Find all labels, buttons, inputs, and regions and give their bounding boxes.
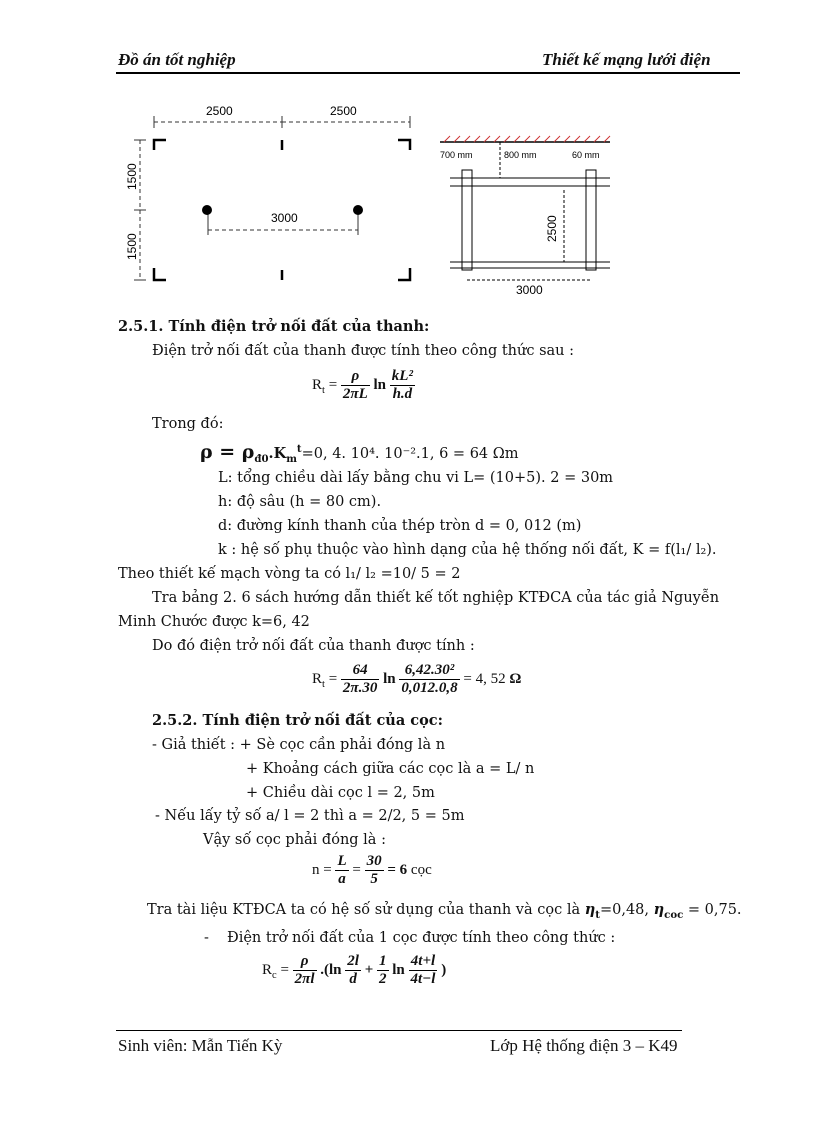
footer-class: Lớp Hệ thống điện 3 – K49 [490, 1036, 678, 1055]
header-rule [116, 72, 740, 74]
header-left: Đồ án tốt nghiệp [118, 50, 236, 69]
dim-top-1: 2500 [206, 104, 233, 118]
rc-intro: Điện trở nối đất của 1 cọc được tính theo công thức : [227, 930, 616, 946]
d-line: d: đường kính thanh của thép tròn d = 0, 012 (m) [218, 518, 582, 534]
dim-800: 800 mm [504, 150, 537, 160]
rod-dot-right [353, 205, 363, 215]
rho-line: $\rho = \rho_{đ0}.K_m^t=0$, 4. 10⁴. 10⁻².1, 6 = 64 Ωm [200, 441, 519, 465]
formula-rc: $R_c$ = $\frac{\rho}{2\pi l}$ .(ln $\frac{2l}{d}$ + $\frac{1}{2}$ ln $\frac{4t+l}{4t-l}$ ) [262, 953, 447, 987]
formula-n: n = $\frac{L}{a}$ = $\frac{30}{5}$ = 6 cọc [312, 853, 432, 887]
table-line-2: Minh Chước được k=6, 42 [118, 614, 310, 630]
design-line: Theo thiết kế mạch vòng ta có l₁/ l₂ =10/ 5 = 2 [118, 566, 461, 582]
where-label: Trong đó: [152, 416, 224, 432]
k-line: k : hệ số phụ thuộc vào hình dạng của hệ thống nối đất, K = f(l₁/ l₂). [218, 542, 717, 558]
thus-line: Do đó điện trở nối đất của thanh được tính : [152, 638, 475, 654]
dim-60: 60 mm [572, 150, 600, 160]
dim-bottom: 3000 [516, 283, 543, 297]
paragraph: Điện trở nối đất của thanh được tính theo công thức sau : [152, 343, 574, 359]
rod-section-figure [440, 130, 620, 300]
count-line: Vậy số cọc phải đóng là : [203, 832, 386, 848]
L-line: L: tổng chiều dài lấy bằng chu vi L= (10+5). 2 = 30m [218, 470, 614, 486]
rc-dash: - [204, 930, 209, 946]
dim-top-2: 2500 [330, 104, 357, 118]
dim-700: 700 mm [440, 150, 473, 160]
rod-dot-left [202, 205, 212, 215]
coef-line: Tra tài liệu KTĐCA ta có hệ số sử dụng của thanh và cọc là $\eta_t=0,48$, $\eta_{coc} = 0,75$. [147, 901, 742, 921]
assume-2: + Khoảng cách giữa các cọc là a = L/ n [246, 761, 535, 777]
footer-student: Sinh viên: Mẫn Tiến Kỳ [118, 1036, 283, 1055]
h-line: h: độ sâu (h = 80 cm). [218, 494, 382, 510]
section-title-1: 2.5.1. Tính điện trở nối đất của thanh: [118, 318, 430, 335]
assume-3: + Chiều dài cọc l = 2, 5m [246, 785, 435, 801]
dim-depth: 2500 [545, 215, 559, 242]
dim-left-1: 1500 [125, 163, 139, 190]
grounding-plan-figure [118, 100, 418, 295]
dim-left-2: 1500 [125, 233, 139, 260]
table-line-1: Tra bảng 2. 6 sách hướng dẫn thiết kế tốt nghiệp KTĐCA của tác giả Nguyễn [152, 590, 720, 606]
formula-rt: $R_t$ = $\frac{\rho}{2\pi L}$ ln $\frac{\text{kL²}}{h.d}$ [312, 368, 413, 402]
formula-rt-value: $R_t$ = $\frac{64}{2\pi.30}$ ln $\frac{\text{6,42.30²}}{0,012.0,8}$ = 4, 52 Ω [312, 662, 522, 696]
header-right: Thiết kế mạng lưới điện [542, 50, 711, 69]
assume-1: - Giả thiết : + Sè cọc cần phải đóng là n [152, 737, 446, 753]
section-title-2: 2.5.2. Tính điện trở nối đất của cọc: [152, 712, 443, 729]
dim-mid: 3000 [271, 211, 298, 225]
ratio-line: - Nếu lấy tỷ số a/ l = 2 thì a = 2/2, 5 = 5m [155, 808, 465, 824]
footer-rule [116, 1030, 682, 1031]
